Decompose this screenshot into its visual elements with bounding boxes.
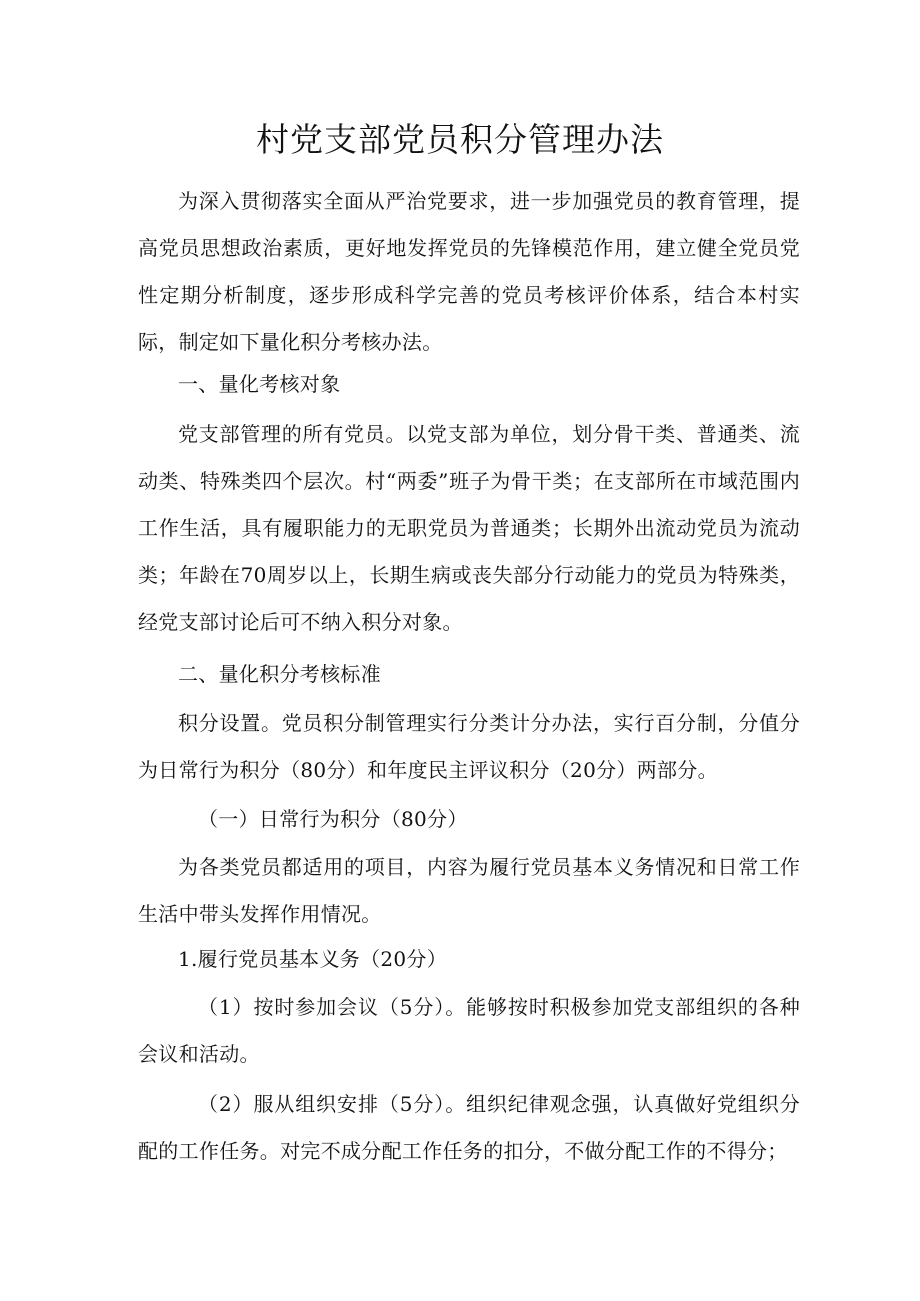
- section1-paragraph: 党支部管理的所有党员。以党支部为单位，划分骨干类、普通类、流动类、特殊类四个层次。村“两委”班子为骨干类；在支部所在市域范围内工作生活，具有履职能力的无职党员为普通类；长期外出流动党员为流动类；年龄在70周岁以上，长期生病或丧失部分行动能力的党员为特殊类，经党支部讨论后可不纳入积分对象。: [138, 422, 800, 634]
- section1-heading: 一、量化考核对象: [178, 372, 341, 396]
- section2-paragraph: 积分设置。党员积分制管理实行分类计分办法，实行百分制，分值分为日常行为积分（80分）和年度民主评议积分（20分）两部分。: [138, 711, 800, 782]
- subsection1-paragraph: 为各类党员都适用的项目，内容为履行党员基本义务情况和日常工作生活中带头发挥作用情况。: [138, 855, 800, 926]
- item1-heading: 1.履行党员基本义务（20分）: [178, 947, 448, 971]
- section2-heading: 二、量化积分考核标准: [178, 662, 381, 686]
- item1-1-paragraph: （1）按时参加会议（5分）。能够按时积极参加党支部组织的各种会议和活动。: [138, 995, 800, 1066]
- intro-paragraph: 为深入贯彻落实全面从严治党要求，进一步加强党员的教育管理，提高党员思想政治素质，更好地发挥党员的先锋模范作用，建立健全党员党性定期分析制度，逐步形成科学完善的党员考核评价体系，结合本村实际，制定如下量化积分考核办法。: [138, 189, 800, 354]
- item1-2-paragraph: （2）服从组织安排（5分）。组织纪律观念强，认真做好党组织分配的工作任务。对完不成分配工作任务的扣分，不做分配工作的不得分；: [138, 1092, 800, 1163]
- subsection1-heading: （一）日常行为积分（80分）: [198, 807, 468, 831]
- document-title: 村党支部党员积分管理办法: [256, 120, 664, 159]
